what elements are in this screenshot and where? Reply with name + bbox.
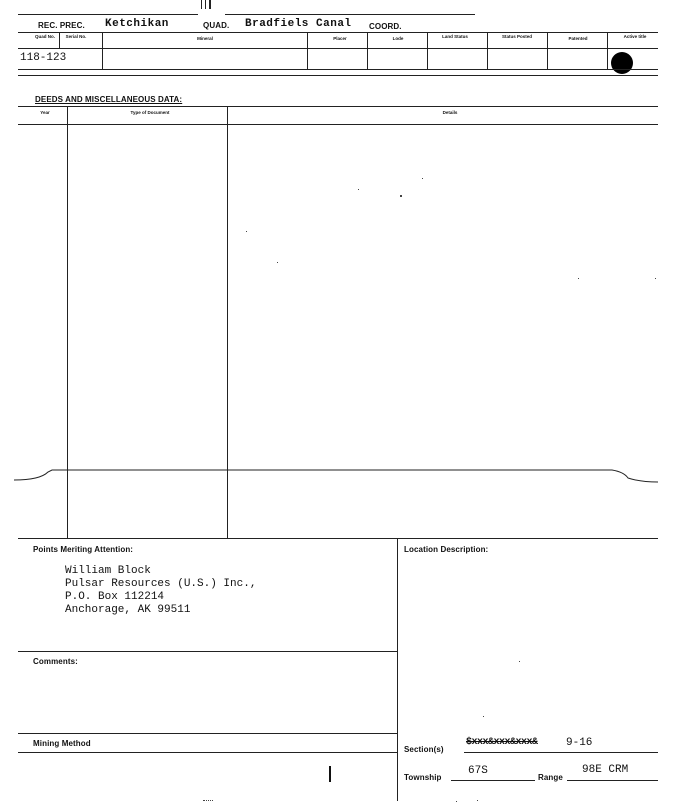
section-label: Section(s) — [404, 745, 444, 754]
mining-label: Mining Method — [33, 739, 91, 748]
deeds-col-year: Year — [40, 110, 50, 115]
top-punch-mark — [205, 0, 206, 9]
range-underline — [567, 780, 658, 781]
header-rule — [18, 32, 658, 33]
comments-label: Comments: — [33, 657, 78, 666]
col-status-posted: Status Posted — [501, 34, 532, 39]
speck — [246, 231, 247, 232]
township-label: Township — [404, 773, 442, 782]
col-placer: Placer — [333, 36, 347, 41]
section-struck: $xxx&xxx&xxx& — [466, 737, 538, 748]
township-value: 67S — [468, 765, 488, 777]
active-title-dot — [611, 52, 633, 74]
col-quad-no: Quad No. — [35, 34, 55, 39]
col-land-status: Land Status — [442, 34, 468, 39]
header-bottom-rule — [18, 69, 658, 70]
speck — [578, 278, 579, 279]
col-mineral: Mineral — [197, 36, 213, 41]
mining-top-rule — [18, 733, 397, 734]
col-active-title: Active title — [623, 34, 647, 39]
speck — [422, 178, 423, 179]
comments-top-rule — [18, 651, 397, 652]
header-col-line — [59, 33, 60, 48]
range-label: Range — [538, 773, 563, 782]
lower-divider — [397, 539, 398, 801]
header-col-line — [607, 33, 608, 70]
top-punch-mark — [209, 0, 211, 9]
pen-mark — [329, 766, 331, 782]
points-line-1: William Block — [65, 565, 151, 577]
quad-label: QUAD. — [203, 21, 230, 30]
fold-line — [0, 462, 678, 492]
mining-bottom-rule — [18, 752, 397, 753]
section-value: 9-16 — [566, 737, 593, 749]
speck — [400, 195, 402, 197]
top-punch-mark — [201, 0, 202, 9]
deeds-bottom-rule — [18, 538, 658, 539]
speck — [456, 801, 457, 802]
speck — [277, 262, 278, 263]
speck — [655, 278, 656, 279]
deeds-col-details: Details — [442, 110, 458, 115]
col-patented: Patented — [568, 36, 588, 41]
township-underline — [451, 780, 535, 781]
speck — [358, 189, 359, 190]
col-lode: Lode — [392, 36, 404, 41]
section-underline — [464, 752, 658, 753]
bottom-mark — [203, 800, 213, 806]
header-col-line — [307, 33, 308, 70]
points-line-3: P.O. Box 112214 — [65, 591, 165, 603]
points-label: Points Meriting Attention: — [33, 545, 134, 554]
header-bottom-rule-2 — [18, 75, 658, 76]
deeds-section-title: DEEDS AND MISCELLANEOUS DATA: — [35, 95, 183, 104]
deeds-head-rule — [18, 124, 658, 125]
range-value: 98E CRM — [582, 764, 629, 776]
deeds-top-rule — [18, 106, 658, 107]
header-colhead-rule — [18, 48, 658, 49]
col-serial-no: Serial No. — [65, 34, 87, 39]
header-col-line — [487, 33, 488, 70]
header-col-line — [547, 33, 548, 70]
header-col-line — [102, 33, 103, 70]
header-top-rule — [225, 14, 475, 15]
speck — [519, 661, 520, 662]
speck — [477, 800, 478, 801]
quad-value: Bradfiels Canal — [245, 18, 352, 30]
points-line-4: Anchorage, AK 99511 — [65, 604, 191, 616]
coord-label: COORD. — [369, 22, 402, 31]
quad-serial-value: 118-123 — [20, 52, 67, 64]
deeds-col-type: Type of Document — [130, 110, 170, 115]
speck — [483, 716, 484, 717]
header-col-line — [367, 33, 368, 70]
rec-prec-label: REC. PREC. — [38, 21, 85, 30]
header-col-line — [427, 33, 428, 70]
points-line-2: Pulsar Resources (U.S.) Inc., — [65, 578, 257, 590]
rec-prec-value: Ketchikan — [105, 18, 169, 30]
header-top-rule — [18, 14, 198, 15]
location-label: Location Description: — [404, 545, 489, 554]
